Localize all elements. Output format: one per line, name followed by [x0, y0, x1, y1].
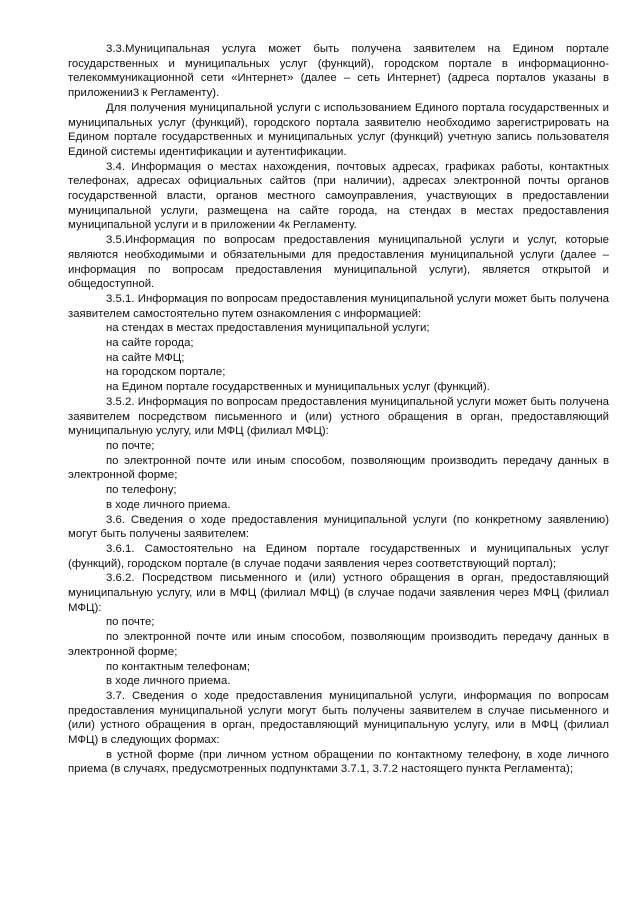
- paragraph-3-5-1: 3.5.1. Информация по вопросам предоставления муниципальной услуги может быть получена заявителем самостоятельно путем ознакомления с информацией:: [68, 292, 609, 320]
- list-item: по почте;: [106, 439, 155, 452]
- paragraph-3-3: 3.3.Муниципальная услуга может быть получена заявителем на Едином портале государственных и муниципальных услуг (функций), городском портале в информационно-телекоммуникационной сети «Интернет» (далее – сеть Интернет) (адреса порталов указаны в приложении3 к Регламенту).: [68, 43, 609, 100]
- list-item: на городском портале;: [106, 366, 226, 379]
- paragraph-3-5: 3.5.Информация по вопросам предоставления муниципальной услуги и услуг, которые являются необходимыми и обязательными для предоставления муниципальной услуги (далее – информация по вопросам предоставления муниципальной услуги), является открытой и общедоступной.: [68, 234, 609, 291]
- paragraph-3-6-1: 3.6.1. Самостоятельно на Едином портале государственных и муниципальных услуг (функций), городском портале (в случае подачи заявления через соответствующий портал);: [68, 542, 609, 570]
- list-item: на сайте МФЦ;: [106, 351, 185, 364]
- list-item: в ходе личного приема.: [106, 498, 231, 511]
- paragraph-3-5-2: 3.5.2. Информация по вопросам предоставления муниципальной услуги может быть получена заявителем посредством письменного и (или) устного обращения в орган, предоставляющий муниципальную услугу, или МФЦ (филиал МФЦ):: [68, 395, 609, 438]
- list-item: по телефону;: [106, 484, 177, 497]
- list-item: на Едином портале государственных и муниципальных услуг (функций).: [106, 381, 490, 394]
- paragraph-3-6: 3.6. Сведения о ходе предоставления муниципальной услуги (по конкретному заявлению) могут быть получены заявителем:: [68, 513, 609, 541]
- list-item: по почте;: [106, 616, 155, 629]
- paragraph-3-7: 3.7. Сведения о ходе предоставления муниципальной услуги, информация по вопросам предоставления муниципальной услуги могут быть получены заявителем в случае письменного и (или) устного обращения в орган, предоставляющий муниципальную услугу, или в МФЦ (филиал МФЦ) в следующих формах:: [68, 689, 609, 747]
- list-item: на стендах в местах предоставления муниципальной услуги;: [106, 322, 430, 335]
- document-page: [68, 42, 609, 777]
- list-item: по электронной почте или иным способом, позволяющим производить передачу данных в электронной форме;: [68, 454, 609, 482]
- list-item: по электронной почте или иным способом, позволяющим производить передачу данных в электронной форме;: [68, 631, 609, 658]
- list-item: по контактным телефонам;: [106, 660, 250, 673]
- paragraph-3-4: 3.4. Информация о местах нахождения, почтовых адресах, графиках работы, контактных телефонах, адресах официальных сайтов (при наличии), адресах электронной почты органов государственной власти, органов местного самоуправления, участвующих в предоставлении муниципальной услуги, размещена на сайте города, на стендах в местах предоставления муниципальной услуги и в приложении 4к Регламенту.: [68, 160, 609, 232]
- paragraph-3-6-2: 3.6.2. Посредством письменного и (или) устного обращения в орган, предоставляющий муниципальную услугу, или в МФЦ (филиал МФЦ) (в случае подачи заявления через МФЦ (филиал МФЦ):: [68, 572, 609, 614]
- list-item: на сайте города;: [106, 337, 194, 350]
- list-item: в устной форме (при личном устном обращении по контактному телефону, в ходе личного приема (в случаях, предусмотренных подпунктами 3.7.1, 3.7.2 настоящего пункта Регламента);: [68, 748, 609, 776]
- paragraph-registration: Для получения муниципальной услуги с использованием Единого портала государственных и муниципальных услуг (функций), городского портала заявителю необходимо зарегистрировать на Едином портале государственных и муниципальных услуг (функций) учетную запись пользователя Единой системы идентификации и аутентификации.: [68, 101, 609, 158]
- list-item: в ходе личного приема.: [106, 675, 231, 688]
